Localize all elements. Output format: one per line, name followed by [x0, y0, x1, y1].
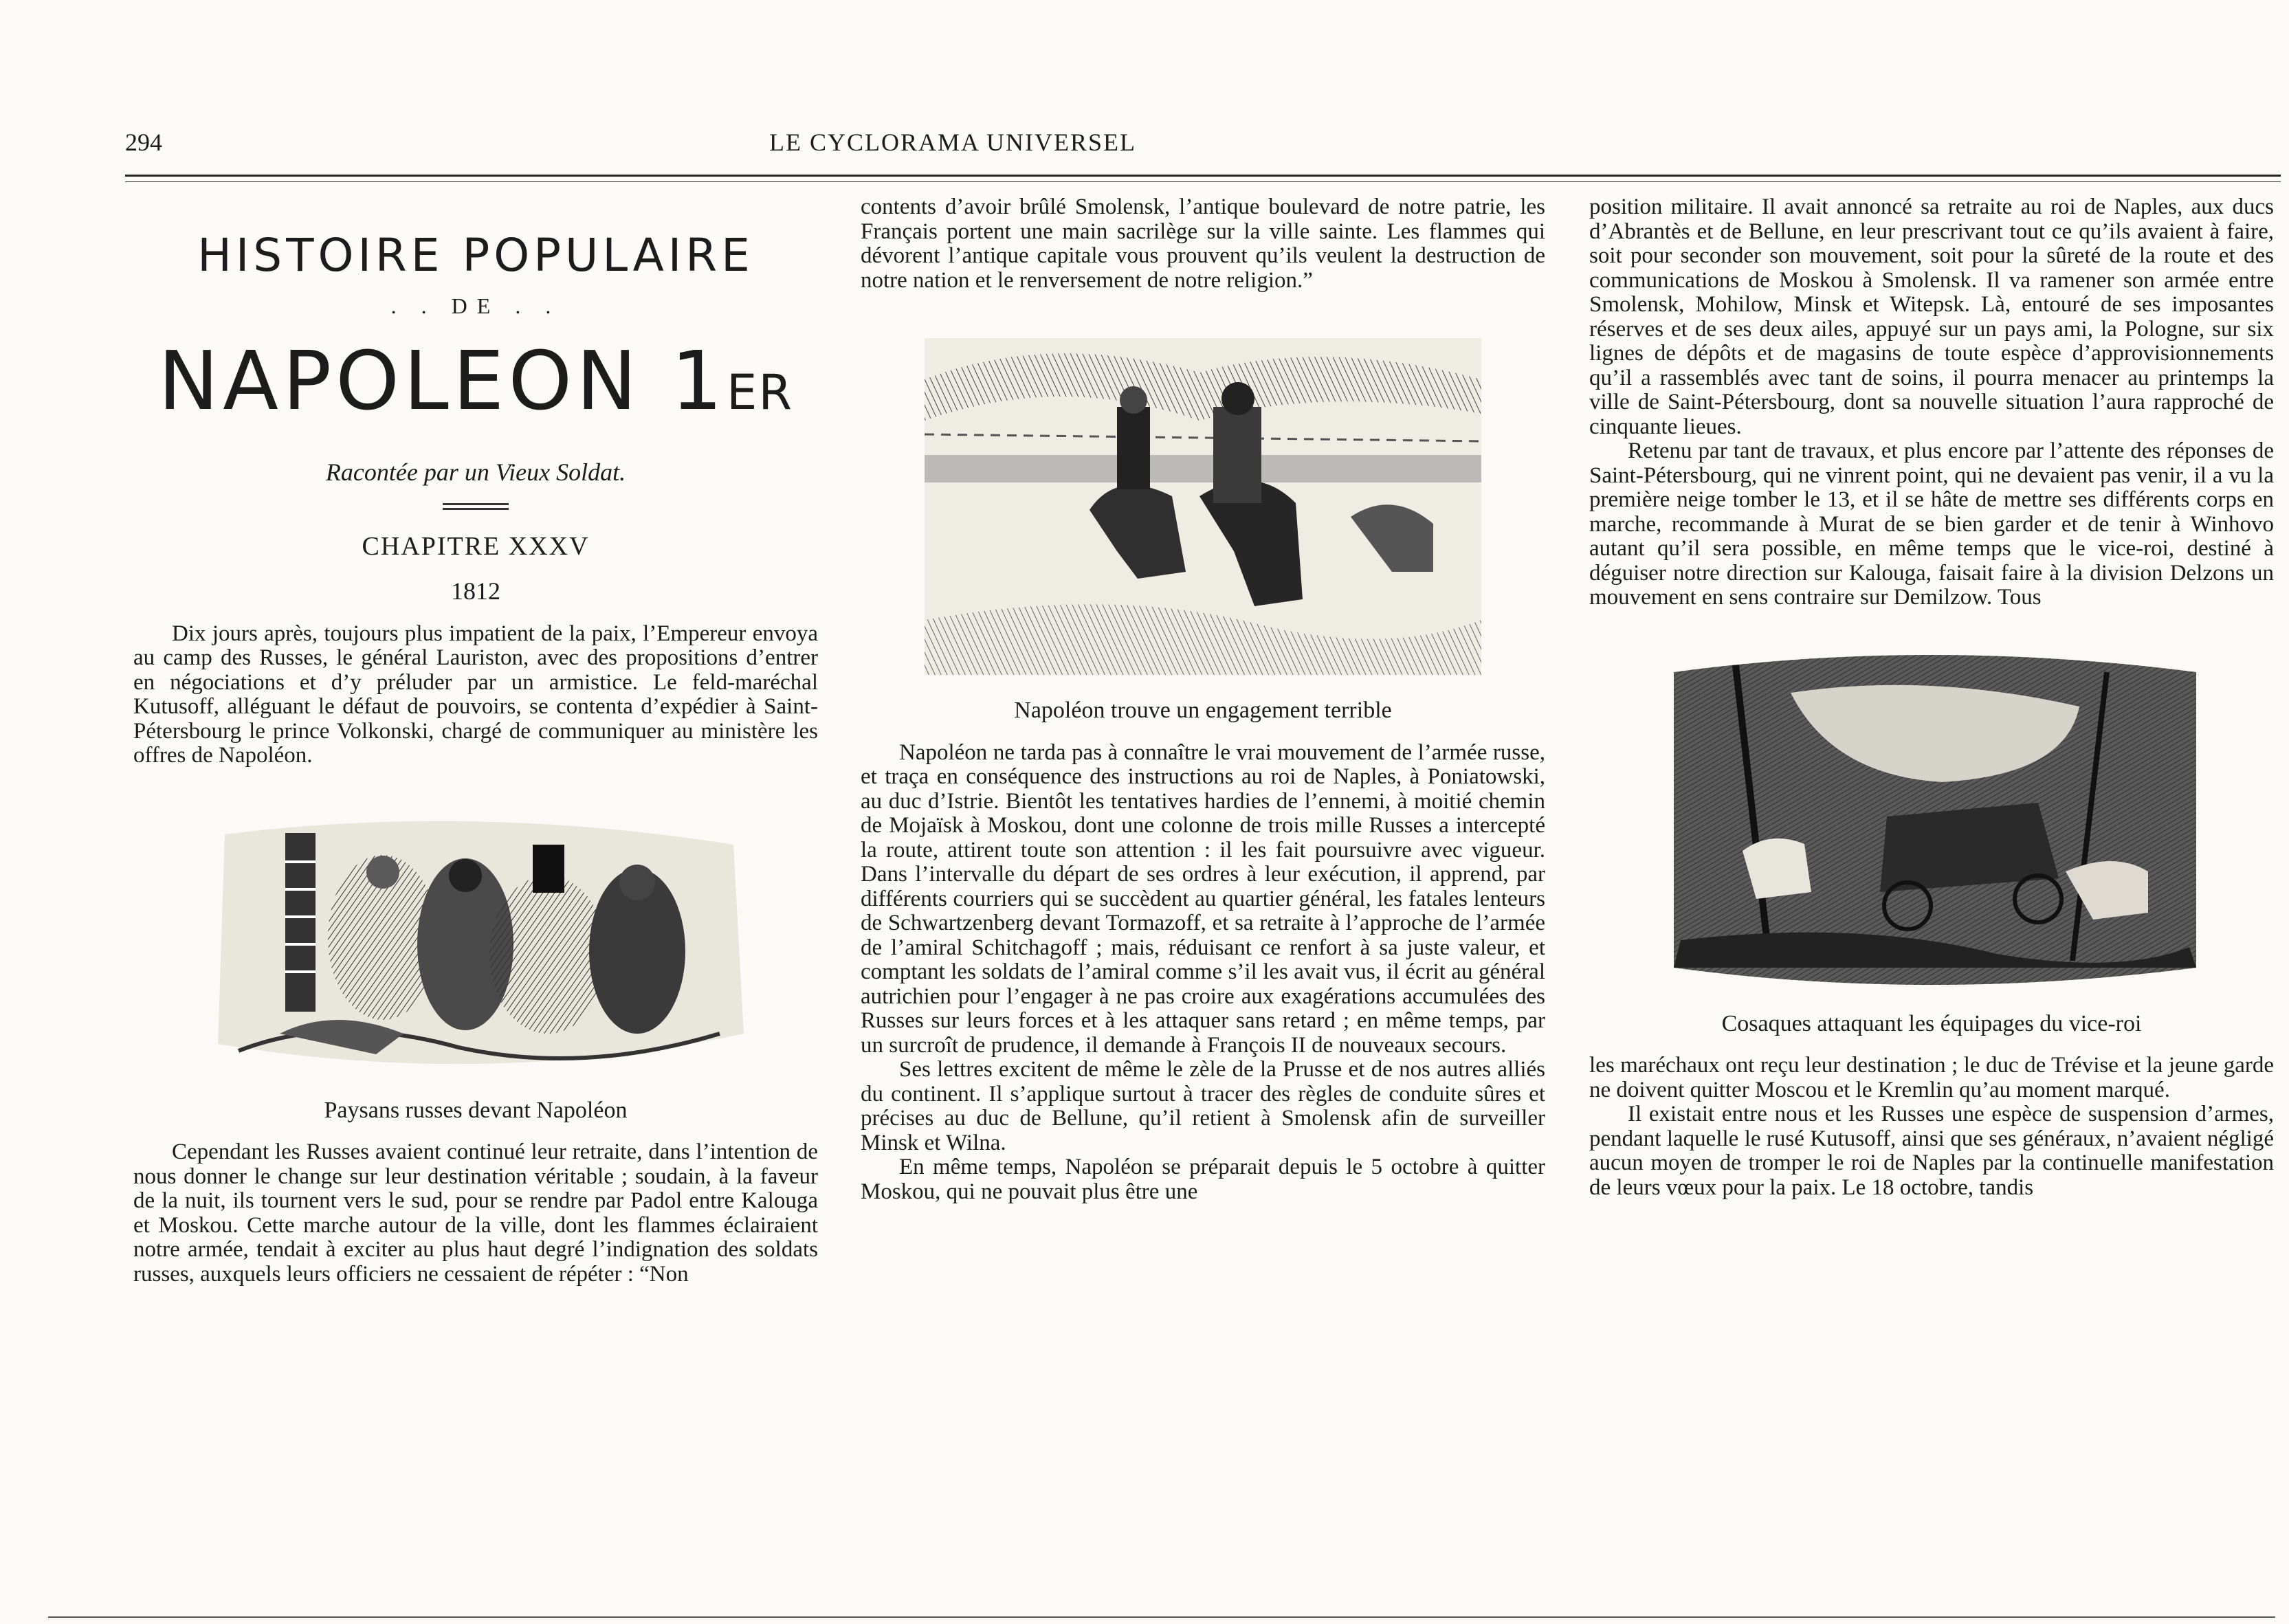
illustration-caption: Paysans russes devant Napoléon: [324, 1097, 628, 1123]
chapter-heading: CHAPITRE XXXV: [362, 531, 590, 561]
header-rule: [125, 175, 2281, 177]
paragraph: En même temps, Napoléon se préparait depuis le 5 octobre à quitter Moskou, qui ne pouvait plus être une: [861, 1155, 1545, 1204]
title-de: . . DE . .: [390, 293, 561, 318]
paragraph: Retenu par tant de travaux, et plus encore par l’attente des réponses de Saint-Pétersbourg, qui ne vinrent point, qui ne devaient pas venir, il a vu la première neige tomber le 13, et il se hâte de mettre ses différents corps en marche, recommande à Murat de se bien garder et de tenir à Winhovo autant qu’il sera possible, en même temps que le vice-roi, destiné à déguiser notre direction sur Kalouga, faisait faire à la division Delzons un mouvement en sens contraire sur Demilzow. Tous: [1589, 438, 2274, 610]
illustration-peasants: [197, 807, 754, 1082]
paragraph: les maréchaux ont reçu leur destination ; le duc de Trévise et la jeune garde ne doivent quitter Moscou et le Kremlin qu’au moment marqué.: [1589, 1053, 2274, 1102]
title-napoleon: NAPOLEON 1: [158, 333, 727, 428]
column-left: [133, 195, 818, 1287]
page-bottom-edge: [48, 1616, 2275, 1618]
title-ornament: [443, 503, 509, 510]
subtitle: Racontée par un Vieux Soldat.: [325, 458, 626, 486]
chapter-year: 1812: [451, 577, 500, 605]
illustration-cossacks: [1653, 645, 2210, 995]
paragraph: Cependant les Russes avaient continué leur retraite, dans l’intention de nous donner le change sur leur destination véritable ; soudain, à la faveur de la nuit, ils tournent vers le sud, pour se rendre par Padol entre Kalouga et Moskou. Cette marche autour de la ville, dont les flammes éclairaient notre armée, tendait à exciter au plus haut degré l’indignation des soldats russes, auxquels leurs officiers ne cessaient de répéter : “Non: [133, 1139, 818, 1287]
page-number: 294: [125, 129, 162, 156]
title-line-1: HISTOIRE POPULAIRE: [197, 229, 754, 282]
illustration-engagement: [911, 324, 1495, 682]
column-right: [1589, 195, 2274, 1200]
illustration-caption: Cosaques attaquant les équipages du vice-roi: [1721, 1010, 2142, 1036]
paragraph: contents d’avoir brûlé Smolensk, l’antique boulevard de notre patrie, les Français portent une main sacrilège sur la ville sainte. Les flammes qui dévorent l’antique capitale vous prouvent qu’ils veulent la destruction de notre nation et le renversement de notre religion.”: [861, 194, 1545, 293]
title-line-2: [133, 333, 818, 437]
paragraph: Dix jours après, toujours plus impatient de la paix, l’Empereur envoya au camp des Russes, le général Lauriston, avec des propositions d’entrer en négociations et d’y préluder par un armistice. Le feld-maréchal Kutusoff, alléguant le défaut de pouvoirs, se contenta d’expédier à Saint-Pétersbourg le prince Volkonski, chargé de communiquer au ministère les offres de Napoléon.: [133, 621, 818, 768]
running-head: LE CYCLORAMA UNIVERSEL: [768, 129, 1136, 156]
paragraph: Ses lettres excitent de même le zèle de la Prusse et de nos autres alliés du continent. Il s’applique surtout à tracer des règles de conduite sûres et précises au duc de Bellune, qu’il retient à Smolensk afin de surveiller Minsk et Wilna.: [861, 1057, 1545, 1155]
title-ordinal: ER: [727, 364, 793, 421]
paragraph: Napoléon ne tarda pas à connaître le vrai mouvement de l’armée russe, et traça en conséquence des instructions au roi de Naples, à Poniatowski, au duc d’Istrie. Bientôt les tentatives hardies de l’ennemi, à moitié chemin de Mojaïsk à Moskou, dont une colonne de trois mille Russes a intercepté la route, attirent toute son attention : il les fait poursuivre avec vigueur. Dans l’intervalle du départ de ses ordres à leur exécution, il apprend, par différents courriers qui se succèdent au quartier général, les fatales lenteurs de Schwartzenberg devant Tormazoff, et sa retraite à l’approche de l’armée de l’amiral Schitchagoff ; mais, réduisant ce renfort à sa juste valeur, et comptant les soldats de l’amiral comme s’il les avait vus, il écrit au général autrichien pour l’engager à ne pas croire aux exagérations accumulées des Russes sur leurs forces et à les attaquer sans retard ; en même temps, par un surcroît de prudence, il demande à François II de nouveaux secours.: [861, 739, 1545, 1058]
paragraph: position militaire. Il avait annoncé sa retraite au roi de Naples, aux ducs d’Abrantès et de Bellune, en leur prescrivant tout ce qu’ils avaient à faire, soit pour seconder son mouvement, soit pour la sûreté de la route et des communications de Moskou à Smolensk. Il va ramener son armée entre Smolensk, Mohilow, Minsk et Witepsk. Là, entouré de ses imposantes réserves et de ses deux ailes, appuyé sur un pays ami, la Pologne, sur six lignes de dépôts et de magasins de toute espèce d’approvisionnements qu’il a rassemblés avec tant de soins, il pourra menacer au printemps la ville de Saint-Pétersbourg, dont sa nouvelle situation l’aura rapproché de cinquante lieues.: [1589, 194, 2274, 439]
paragraph: Il existait entre nous et les Russes une espèce de suspension d’armes, pendant laquelle le rusé Kutusoff, ainsi que ses généraux, n’avaient négligé aucun moyen de tromper le roi de Naples par la continuelle manifestation de leurs vœux pour la paix. Le 18 octobre, tandis: [1589, 1102, 2274, 1200]
column-middle: [861, 195, 1545, 1204]
illustration-caption: Napoléon trouve un engagement terrible: [1014, 698, 1392, 723]
header-rule-thin: [125, 181, 2281, 182]
